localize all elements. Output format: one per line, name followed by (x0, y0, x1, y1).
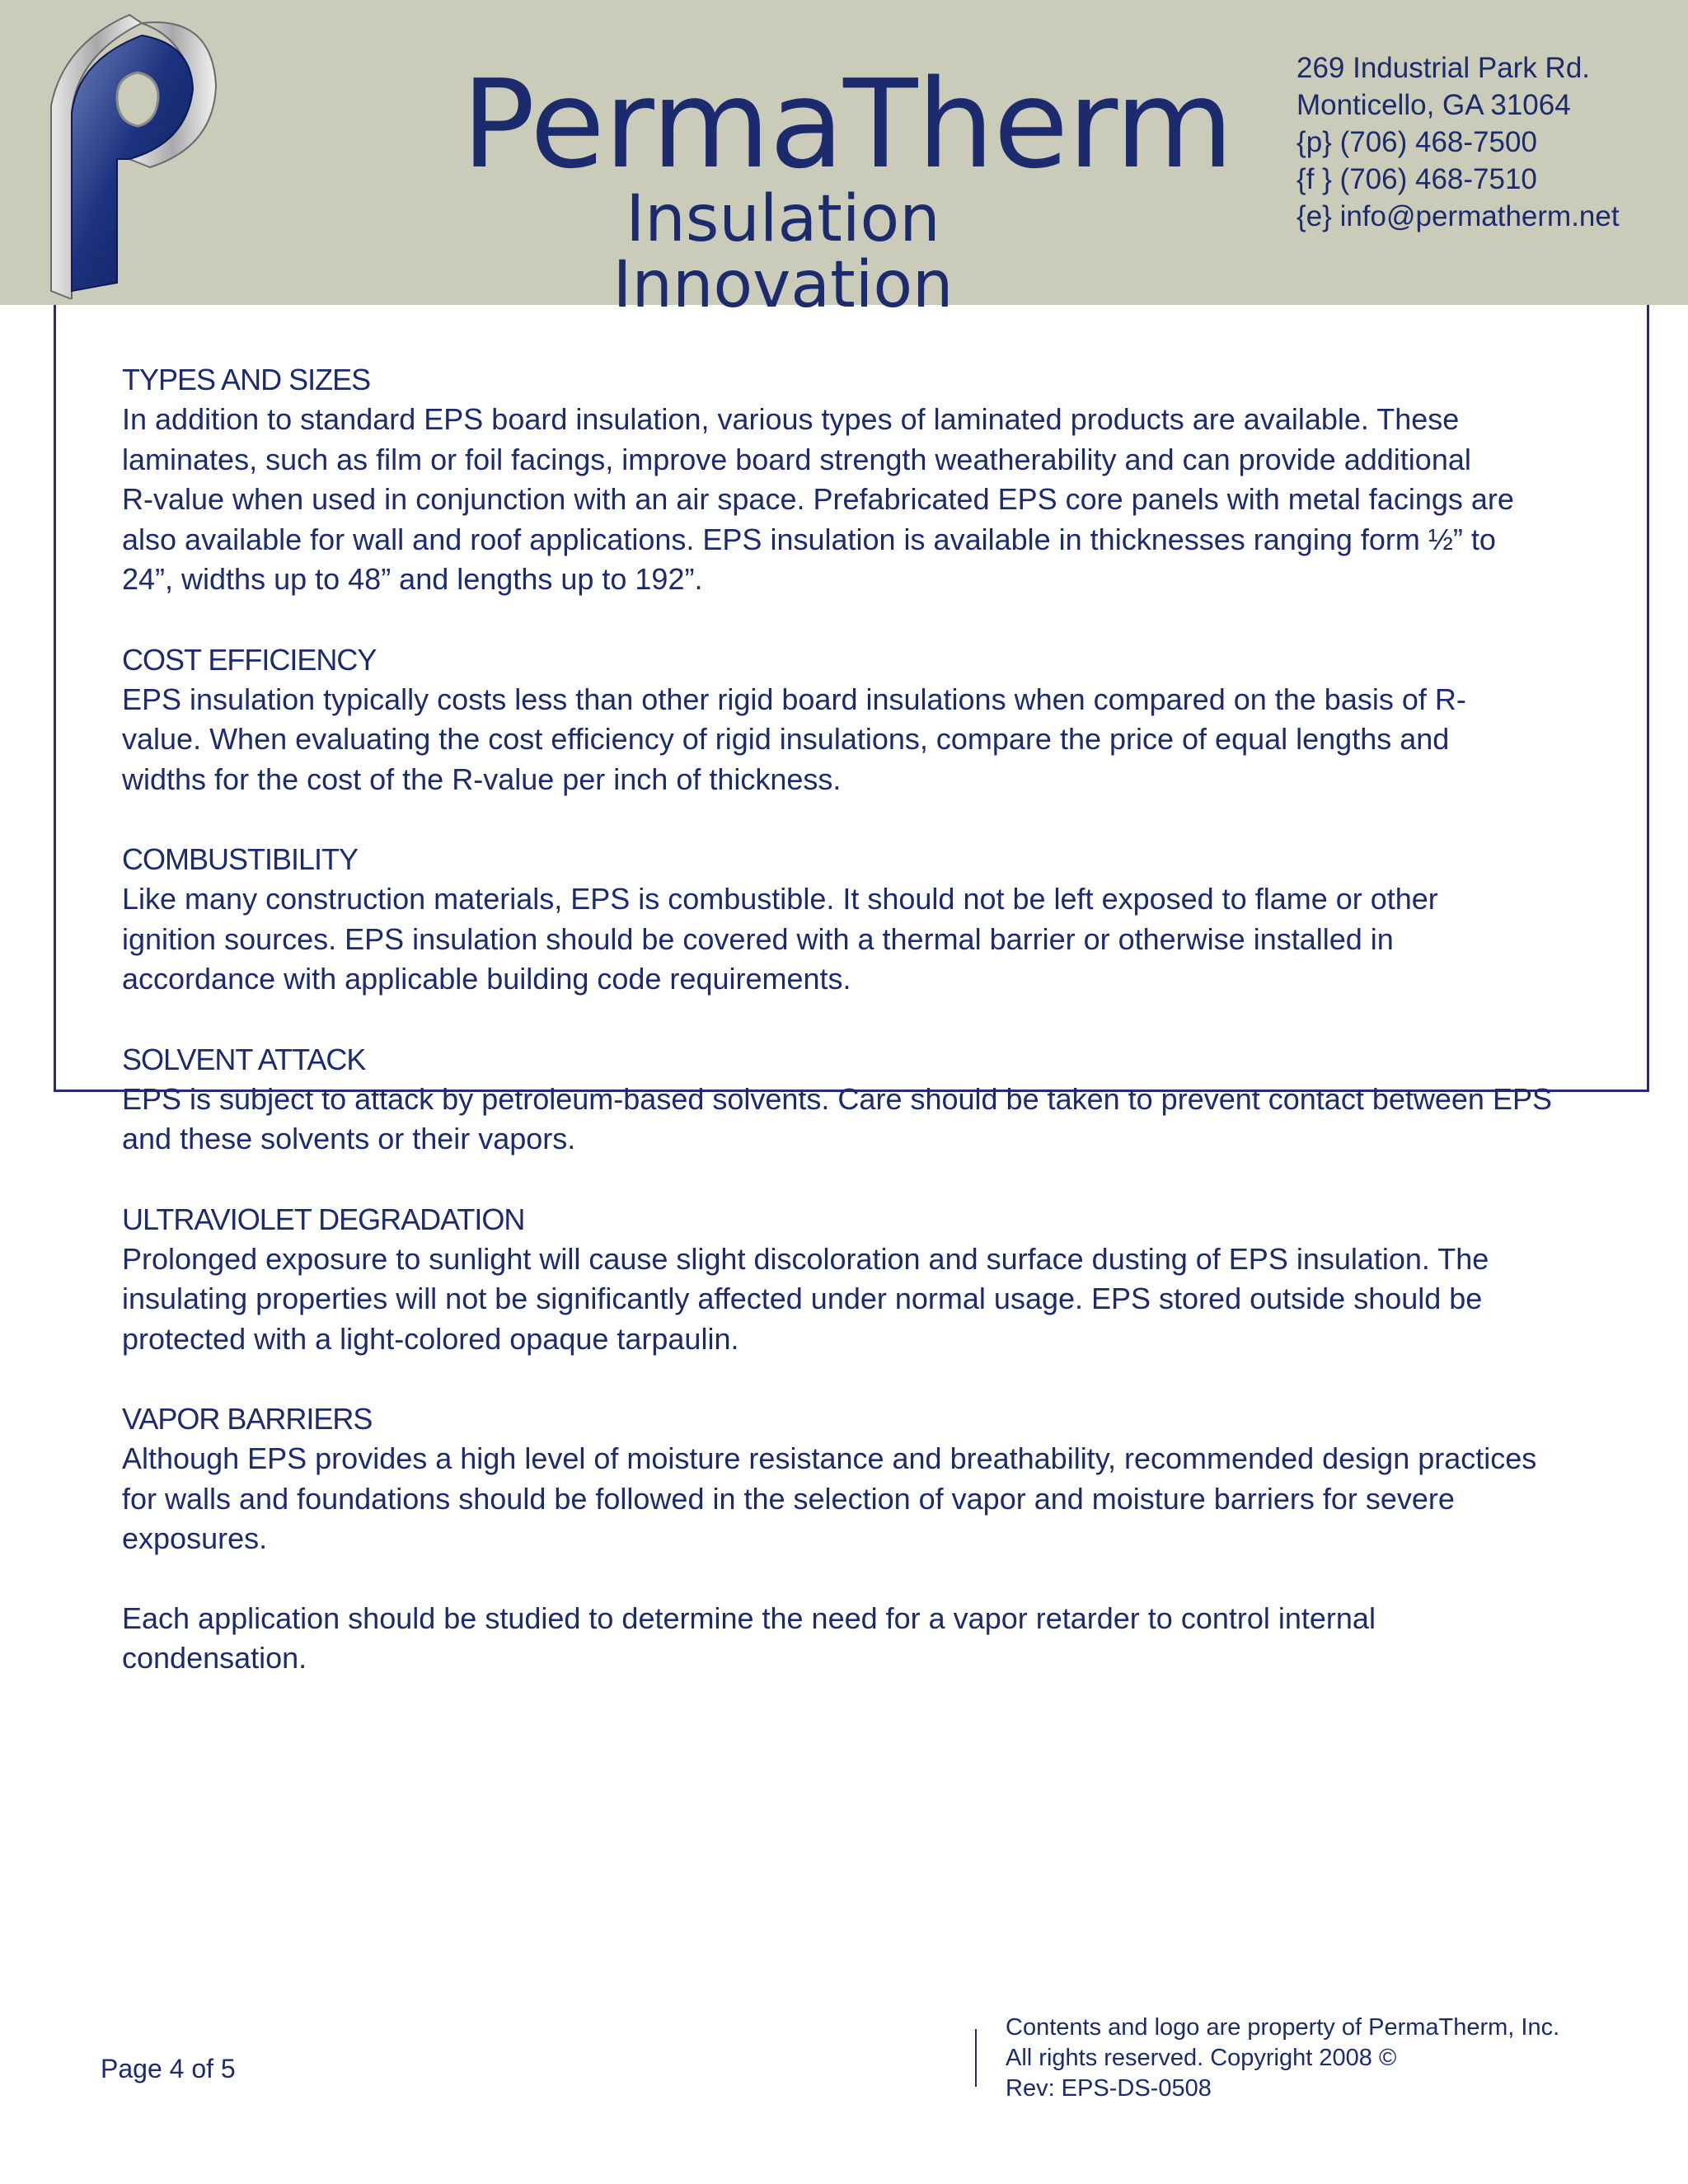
section-text (122, 400, 1606, 600)
text-line: R-value when used in conjunction with an air space. Prefabricated EPS core panels with metal facings are (122, 482, 1514, 516)
section-cost-efficiency (122, 640, 1606, 800)
text-line: condensation. (122, 1641, 307, 1675)
contact-phone: {p} (706) 468-7500 (1296, 126, 1537, 158)
contact-email: {e} info@permatherm.net (1296, 200, 1620, 232)
section-vapor-retarder-note (122, 1599, 1606, 1679)
contact-address-line1: 269 Industrial Park Rd. (1296, 52, 1591, 84)
contact-block (1296, 49, 1620, 235)
section-heading: SOLVENT ATTACK (122, 1042, 366, 1076)
footer-revision: Rev: EPS-DS-0508 (1006, 2075, 1212, 2102)
page-number: Page 4 of 5 (101, 2054, 236, 2083)
section-types-and-sizes (122, 359, 1606, 600)
text-line: accordance with applicable building code requirements. (122, 962, 851, 996)
section-ultraviolet-degradation (122, 1199, 1606, 1360)
text-line: Prolonged exposure to sunlight will cause slight discoloration and surface dusting of EPS insulation. The (122, 1241, 1489, 1276)
section-heading: ULTRAVIOLET DEGRADATION (122, 1202, 525, 1236)
brand-block (462, 54, 1233, 322)
page-header (0, 0, 1688, 322)
footer-copyright: All rights reserved. Copyright 2008 © (1006, 2045, 1397, 2071)
section-vapor-barriers (122, 1399, 1606, 1559)
contact-address-line2: Monticello, GA 31064 (1296, 89, 1571, 121)
text-line: value. When evaluating the cost efficiency of rigid insulations, compare the price of equal lengths and (122, 722, 1450, 756)
text-line: protected with a light-colored opaque tarpaulin. (122, 1321, 739, 1356)
text-line: Each application should be studied to determine the need for a vapor retarder to control internal (122, 1601, 1376, 1635)
text-line: EPS is subject to attack by petroleum-based solvents. Care should be taken to prevent contact between EPS (122, 1081, 1552, 1116)
text-line: widths for the cost of the R-value per inch of thickness. (122, 762, 842, 796)
section-heading: COST EFFICIENCY (122, 642, 377, 677)
section-text (122, 1080, 1606, 1160)
brand-name: PermaTherm (462, 54, 1233, 195)
text-line: for walls and foundations should be followed in the selection of vapor and moisture barriers for severe (122, 1481, 1455, 1516)
footer-property-notice: Contents and logo are property of PermaTherm, Inc. (1006, 2014, 1560, 2041)
footer-divider (975, 2029, 977, 2087)
footer-legal (1006, 2013, 1559, 2104)
text-line: also available for wall and roof applications. EPS insulation is available in thicknesses ranging form ½” to (122, 522, 1496, 556)
section-text (122, 1240, 1606, 1360)
permatherm-logo-icon (18, 7, 224, 299)
section-combustibility (122, 839, 1606, 1000)
text-line: ignition sources. EPS insulation should be covered with a thermal barrier or otherwise installed in (122, 921, 1394, 956)
section-text (122, 1599, 1606, 1679)
document-body (122, 359, 1606, 1718)
text-line: exposures. (122, 1521, 268, 1555)
section-heading: TYPES AND SIZES (122, 363, 371, 396)
text-line: In addition to standard EPS board insulation, various types of laminated products are available. These (122, 402, 1460, 436)
text-line: EPS insulation typically costs less than other rigid board insulations when compared on the basis of R- (122, 682, 1466, 716)
text-line: laminates, such as film or foil facings, improve board strength weatherability and can provide additional (122, 442, 1471, 476)
text-line: Like many construction materials, EPS is combustible. It should not be left exposed to flame or other (122, 882, 1438, 916)
text-line: and these solvents or their vapors. (122, 1122, 576, 1155)
section-heading: COMBUSTIBILITY (122, 842, 359, 876)
section-solvent-attack (122, 1039, 1606, 1160)
section-text (122, 879, 1606, 1000)
section-heading: VAPOR BARRIERS (122, 1402, 373, 1436)
contact-fax: {f } (706) 468-7510 (1296, 163, 1537, 195)
section-text (122, 1439, 1606, 1559)
text-line: Although EPS provides a high level of moisture resistance and breathability, recommended design practices (122, 1441, 1537, 1475)
text-line: insulating properties will not be significantly affected under normal usage. EPS stored outside should be (122, 1282, 1483, 1315)
text-line: 24”, widths up to 48” and lengths up to 192”. (122, 562, 703, 596)
section-text (122, 680, 1606, 800)
brand-tagline: Insulation Innovation (612, 182, 954, 322)
